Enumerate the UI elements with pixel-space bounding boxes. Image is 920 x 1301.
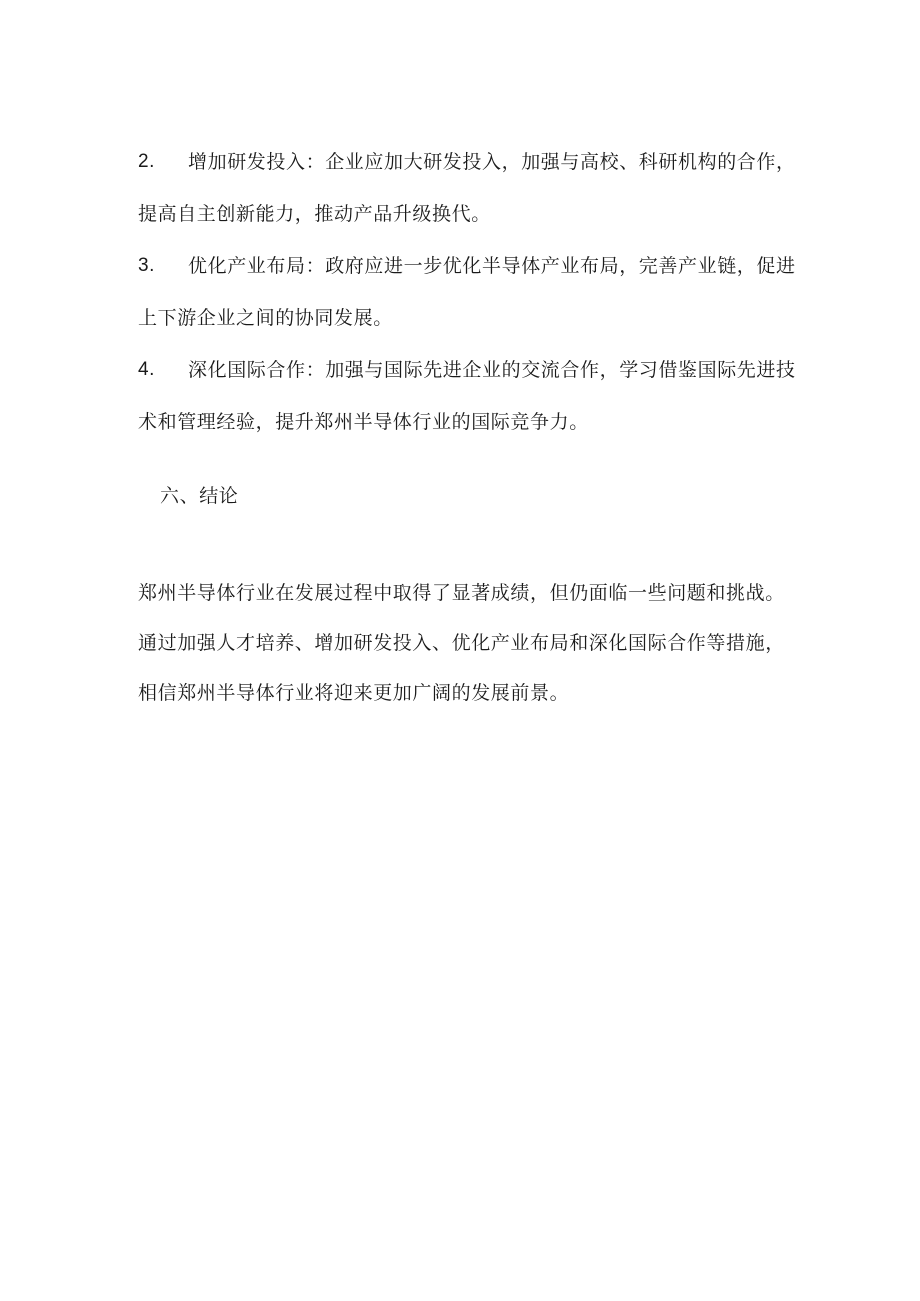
list-item-number: 4.: [138, 359, 156, 380]
list-item: [138, 240, 798, 344]
list-item-text: 深化国际合作：加强与国际先进企业的交流合作，学习借鉴国际先进技术和管理经验，提升郑州半导体行业的国际竞争力。: [138, 359, 796, 433]
list-item-number: 3.: [138, 255, 156, 276]
recommendation-list: [138, 136, 798, 448]
list-item: [138, 136, 798, 240]
conclusion-paragraph: 郑州半导体行业在发展过程中取得了显著成绩，但仍面临一些问题和挑战。通过加强人才培养、增加研发投入、优化产业布局和深化国际合作等措施，相信郑州半导体行业将迎来更加广阔的发展前景。: [138, 582, 785, 704]
list-item-number: 2.: [138, 151, 156, 172]
list-item-text: 增加研发投入：企业应加大研发投入，加强与高校、科研机构的合作，提高自主创新能力，推动产品升级换代。: [138, 151, 796, 225]
section-heading: 六、结论: [160, 485, 239, 507]
list-item: [138, 344, 798, 448]
list-item-text: 优化产业布局：政府应进一步优化半导体产业布局，完善产业链，促进上下游企业之间的协同发展。: [138, 255, 796, 329]
